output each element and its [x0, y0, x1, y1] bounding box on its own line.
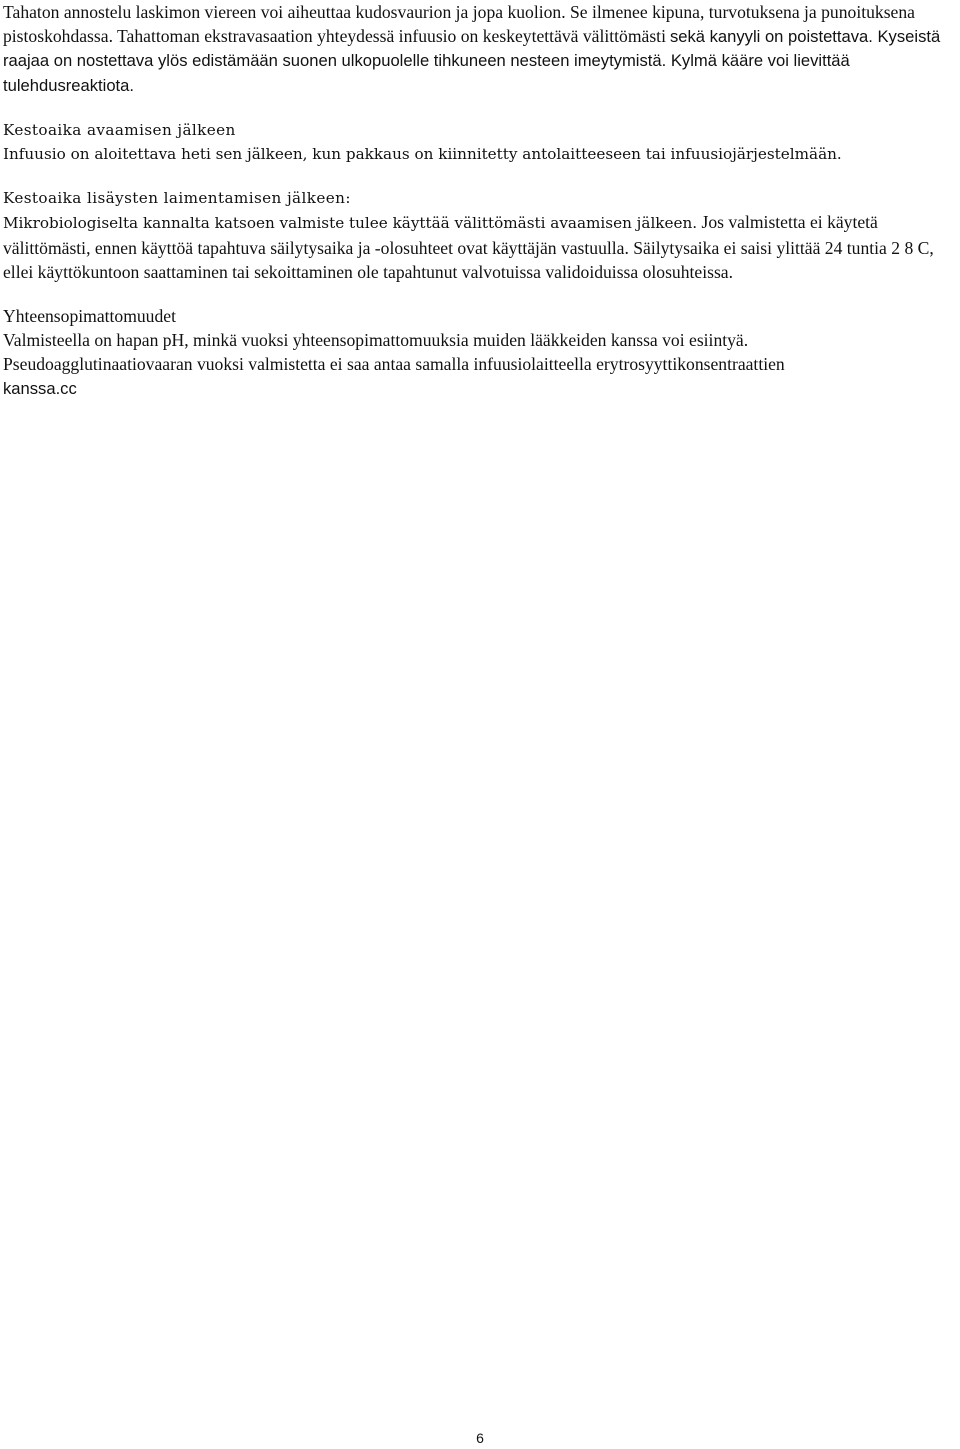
incompatibilities-body-part1: Valmisteella on hapan pH, minkä vuoksi yhteensopimattomuuksia muiden lääkkeiden kanssa voi esiintyä. — [3, 330, 749, 351]
spacer — [3, 284, 953, 304]
incompatibilities-body-part2: Pseudoagglutinaatiovaaran vuoksi valmistetta ei saa antaa samalla infuusiolaitteella erytrosyyttikonsentraattien — [3, 354, 785, 375]
intro-text-serif: Tahaton annostelu laskimon viereen voi aiheuttaa kudosvaurion ja jopa kuolion. Se ilmenee kipuna, turvotuksena ja punoituksena pistoskohdassa. Tahattoman ekstravasaation yhteydessä infuusio on keskeytettävä välittömästi — [3, 2, 915, 47]
intro-text-sans: sekä kanyyli on poistettava. Kyseistä raajaa on nostettava ylös edistämään suonen ulkopuolelle tihkuneen nesteen imeytymistä. Kylmä kääre voi lievittää tulehdusreaktiota. — [3, 27, 941, 95]
spacer — [3, 166, 953, 186]
document-page — [3, 0, 953, 401]
incompatibilities-heading: Yhteensopimattomuudet — [3, 306, 176, 327]
dilution-shelf-life-section — [3, 186, 953, 284]
opening-shelf-life-body: Infuusio on aloitettava heti sen jälkeen, kun pakkaus on kiinnitetty antolaitteeseen tai infuusiojärjestelmään. — [3, 145, 842, 164]
dilution-shelf-life-body-part2: Jos valmistetta ei käytetä välittömästi, ennen käyttöä tapahtuva säilytysaika ja -olosuhteet ovat käyttäjän vastuulla. Säilytysaika ei saisi ylittää 24 tuntia 2 8 C, ellei käyttökuntoon saattaminen tai sekoittaminen ole tapahtunut valvotuissa validoiduissa olosuhteissa. — [3, 212, 934, 282]
intro-paragraph — [3, 0, 953, 98]
incompatibilities-section — [3, 304, 953, 401]
spacer — [3, 98, 953, 118]
incompatibilities-body-part3: kanssa.cc — [3, 378, 77, 398]
dilution-shelf-life-body-part1: Mikrobiologiselta kannalta katsoen valmiste tulee käyttää välittömästi avaamisen jälkeen. — [3, 214, 698, 233]
dilution-shelf-life-heading: Kestoaika lisäysten laimentamisen jälkeen: — [3, 189, 351, 208]
page-number: 6 — [476, 1430, 484, 1446]
opening-shelf-life-heading: Kestoaika avaamisen jälkeen — [3, 120, 236, 139]
opening-shelf-life-section — [3, 118, 953, 166]
